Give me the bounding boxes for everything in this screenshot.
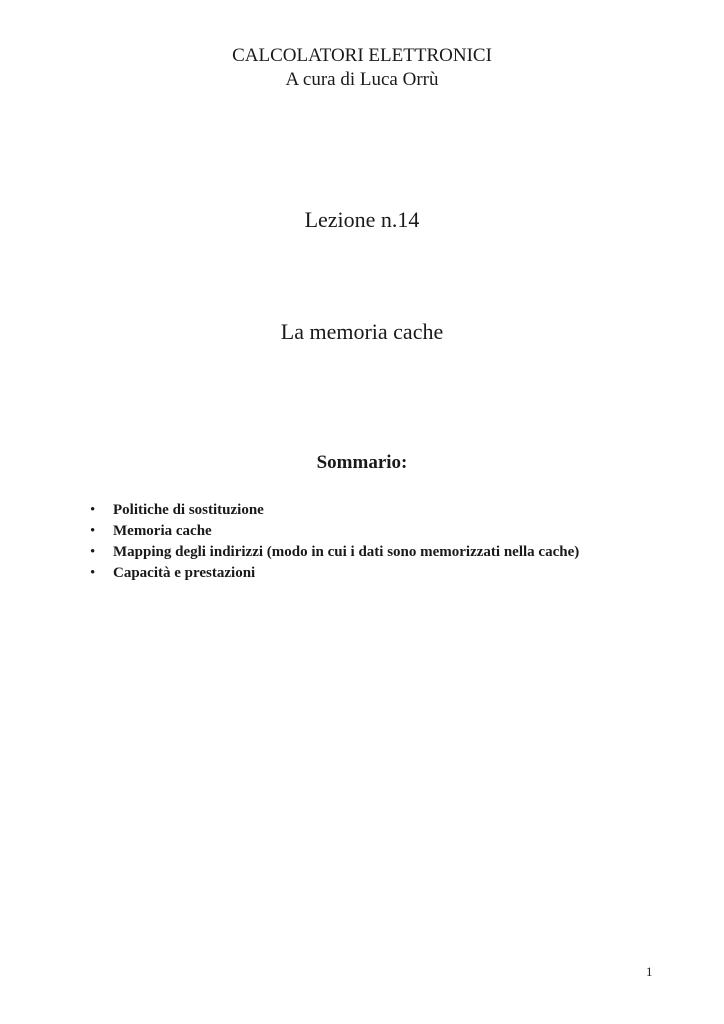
summary-item-label: Memoria cache bbox=[113, 523, 212, 539]
summary-item-label: Capacità e prestazioni bbox=[113, 565, 256, 581]
page-number: 1 bbox=[646, 964, 653, 979]
summary-list bbox=[90, 500, 690, 584]
course-title: CALCOLATORI ELETTRONICI bbox=[232, 45, 492, 66]
lesson-number: Lezione n.14 bbox=[304, 207, 420, 232]
summary-item-label: Mapping degli indirizzi (modo in cui i dati sono memorizzati nella cache) bbox=[113, 544, 580, 560]
author-line: A cura di Luca Orrù bbox=[285, 69, 439, 90]
lesson-title: La memoria cache bbox=[280, 319, 444, 344]
summary-item bbox=[90, 563, 690, 584]
summary-heading: Sommario: bbox=[316, 452, 408, 473]
bullet-icon: • bbox=[90, 523, 96, 539]
summary-item bbox=[90, 500, 690, 521]
summary-item-label: Politiche di sostituzione bbox=[113, 502, 264, 518]
bullet-icon: • bbox=[90, 544, 96, 560]
summary-item bbox=[90, 521, 690, 542]
bullet-icon: • bbox=[90, 502, 96, 518]
summary-item bbox=[90, 542, 690, 563]
bullet-icon: • bbox=[90, 565, 96, 581]
document-header bbox=[0, 44, 724, 92]
